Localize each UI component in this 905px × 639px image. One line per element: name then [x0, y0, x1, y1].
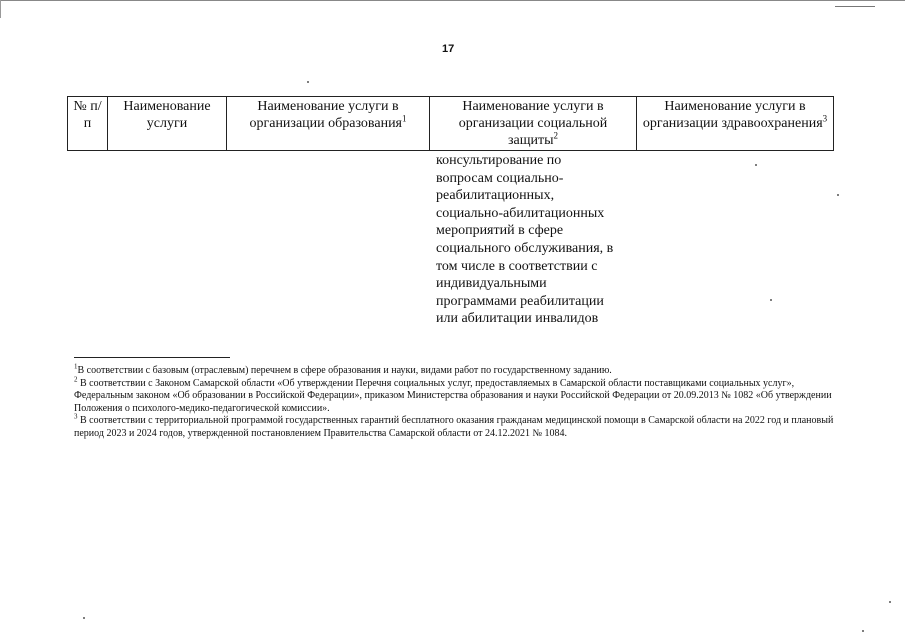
continuation-line: социального обслуживания, в: [436, 240, 614, 256]
scan-speck: [755, 164, 757, 166]
continuation-line: том числе в соответствии с: [436, 258, 598, 274]
header-healthcare-text: Наименование услуги в организации здравоохранения: [642, 99, 823, 131]
footnote-3-text: В соответствии с территориальной программой государственных гарантий бесплатного оказания гражданам медицинской помощи в Самарской области на 2022 год и плановый период 2023 и 2024 годов, утвержденной постановлением Правительства Самарской области от 24.12.2021 № 1084.: [74, 415, 834, 439]
scan-mark: [835, 6, 875, 7]
scan-speck: [889, 601, 891, 603]
header-number: [68, 97, 108, 151]
header-healthcare-service: [637, 97, 834, 151]
footnote-ref-3: 3: [822, 113, 828, 124]
header-education-service: [227, 97, 430, 151]
table-header-row: [68, 97, 834, 151]
continuation-line: мероприятий в сфере: [436, 223, 564, 239]
header-social-text: Наименование услуги в организации социальной защиты: [458, 99, 608, 148]
continuation-line: консультирование по: [436, 153, 562, 168]
footnote-3: [74, 415, 834, 440]
continuation-line: вопросам социально-: [436, 170, 564, 186]
header-number-text: № п/п: [73, 99, 102, 131]
page-number: 17: [442, 43, 455, 55]
continuation-line: программами реабилитации: [436, 293, 604, 309]
scan-speck: [837, 194, 839, 196]
footnote-2: [74, 375, 834, 416]
footnote-ref-2: 2: [553, 130, 559, 141]
header-service-name-text: Наименование услуги: [123, 99, 211, 131]
footnote-separator: [74, 357, 230, 358]
footnote-2-text: В соответствии с Законом Самарской области «Об утверждении Перечня социальных услуг, предоставляемых в Самарской области поставщиками социальных услуг», Федеральным законом «Об образовании в Российской Федерации», приказом Министерства образования и науки Российской Федерации от 20.09.2013 № 1082 «Об утверждении Положения о психолого-медико-педагогической комиссии».: [74, 377, 832, 414]
header-service-name: [108, 97, 227, 151]
footnote-1: [74, 362, 834, 378]
scan-edge-left: [0, 0, 1, 18]
scan-speck: [83, 617, 85, 619]
social-protection-continuation: [436, 152, 641, 328]
scan-speck: [307, 81, 309, 83]
continuation-line: индивидуальными: [436, 276, 547, 292]
footnotes: [74, 362, 834, 441]
header-social-protection-service: [430, 97, 637, 151]
scan-edge-top: [0, 0, 905, 1]
header-education-text: Наименование услуги в организации образования: [249, 99, 402, 131]
services-table: [67, 96, 834, 151]
continuation-line: или абилитации инвалидов: [436, 311, 599, 327]
footnote-3-mark: 3: [74, 413, 78, 422]
footnote-1-text: В соответствии с базовым (отраслевым) перечнем в сфере образования и науки, видами работ по государственному заданию.: [77, 365, 612, 376]
scan-speck: [862, 630, 864, 632]
footnote-2-mark: 2: [74, 375, 78, 384]
scan-speck: [770, 299, 772, 301]
continuation-line: социально-абилитационных: [436, 205, 605, 221]
footnote-1-mark: 1: [74, 362, 78, 371]
continuation-line: реабилитационных,: [436, 188, 555, 204]
footnote-ref-1: 1: [402, 113, 407, 124]
